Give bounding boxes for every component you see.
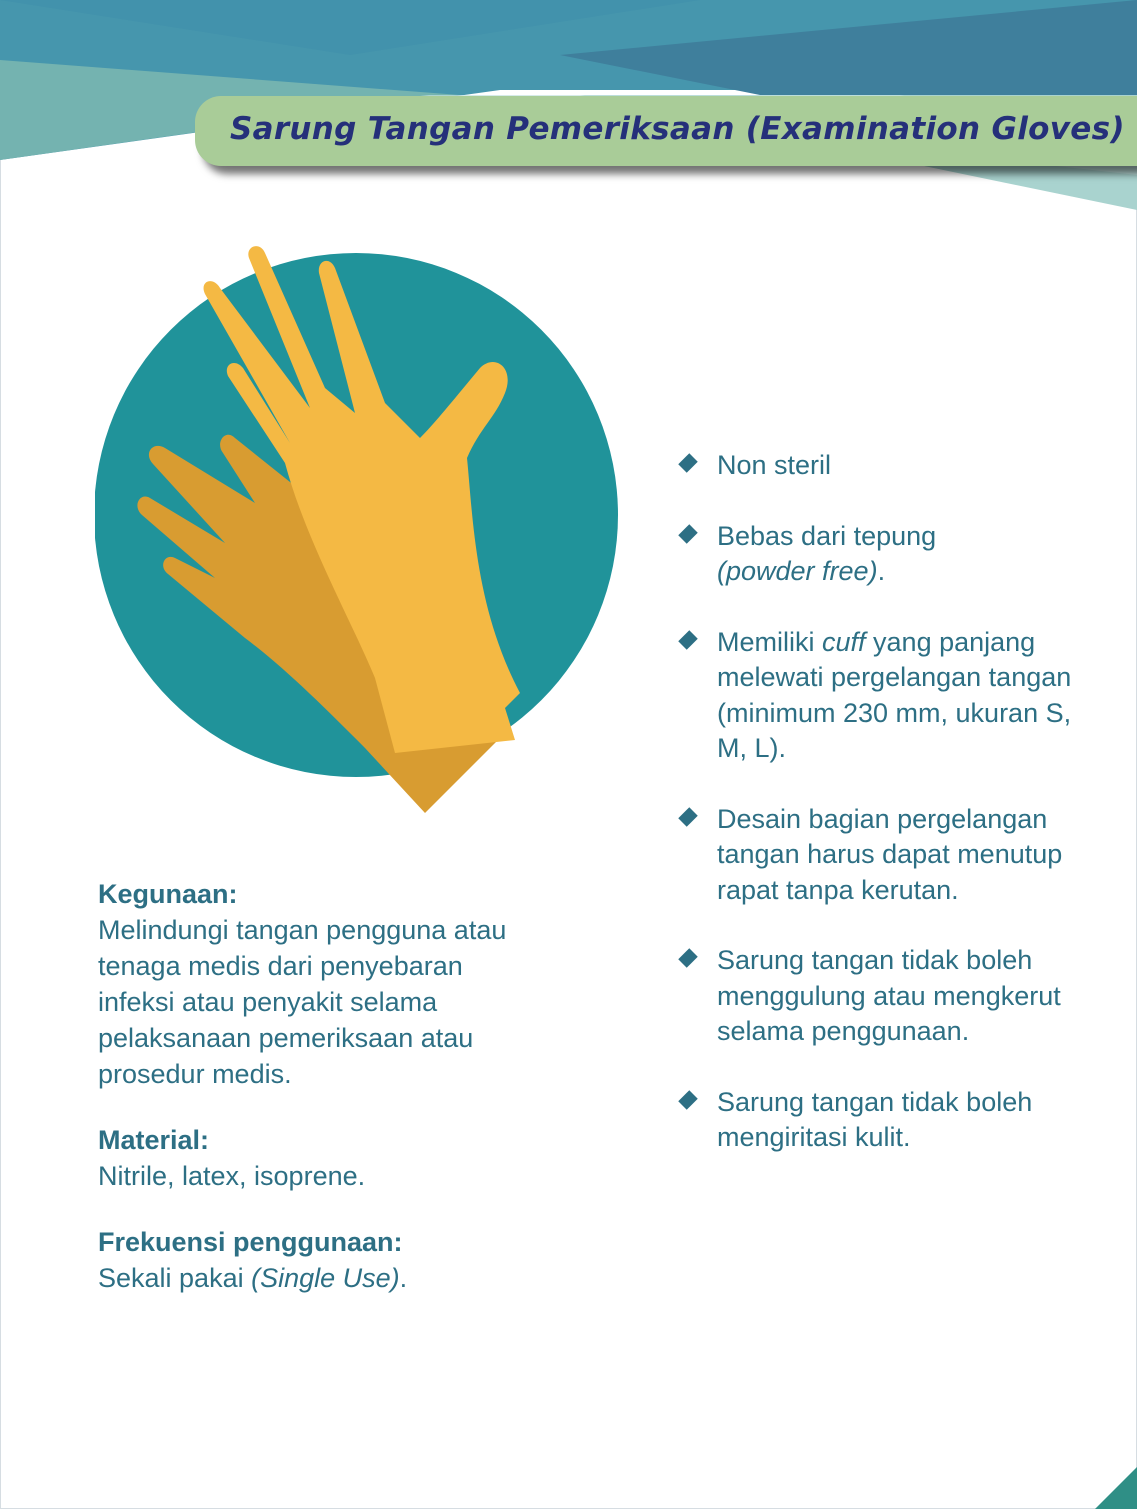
diamond-bullet-icon — [678, 948, 698, 968]
corner-decoration — [1087, 1459, 1137, 1509]
diamond-bullet-icon — [678, 524, 698, 544]
material-label: Material: — [98, 1125, 210, 1155]
feature-item — [676, 519, 1076, 590]
frekuensi-text — [98, 1260, 528, 1296]
feature-text-part: yang panjang melewati pergelangan tangan (minimum 230 mm, ukuran S, M, L). — [717, 626, 1072, 763]
gloves-illustration — [95, 238, 625, 813]
feature-item — [676, 802, 1076, 909]
frekuensi-text-suffix: . — [399, 1263, 408, 1293]
feature-item — [676, 625, 1076, 767]
details-section — [98, 876, 528, 1326]
frekuensi-label: Frekuensi penggunaan: — [98, 1227, 403, 1257]
diamond-bullet-icon — [678, 1090, 698, 1110]
diamond-bullet-icon — [678, 630, 698, 650]
feature-text: Sarung tangan tidak boleh menggulung atau mengkerut selama penggunaan. — [717, 945, 1061, 1046]
feature-text: Desain bagian pergelangan tangan harus dapat menutup rapat tanpa kerutan. — [717, 803, 1063, 905]
feature-text: Sarung tangan tidak boleh mengiritasi kulit. — [717, 1086, 1033, 1152]
diamond-bullet-icon — [678, 807, 698, 827]
page-title: Sarung Tangan Pemeriksaan (Examination Gloves) — [230, 111, 1125, 147]
frekuensi-text-italic: (Single Use) — [251, 1263, 400, 1293]
feature-text-part: Memiliki — [717, 626, 822, 657]
title-bar — [195, 96, 1137, 166]
kegunaan-text: Melindungi tangan pengguna atau tenaga medis dari penyebaran infeksi atau penyakit selama pelaksanaan pemeriksaan atau prosedur medis. — [98, 915, 507, 1089]
material-block — [98, 1122, 528, 1194]
feature-item — [676, 943, 1076, 1050]
feature-text — [717, 625, 1076, 767]
feature-item — [676, 1085, 1076, 1156]
kegunaan-block — [98, 876, 528, 1092]
feature-text-italic: cuff — [822, 626, 866, 657]
feature-text-part: . — [877, 556, 886, 586]
features-list — [676, 448, 1076, 1191]
diamond-bullet-icon — [678, 453, 698, 473]
feature-text — [717, 519, 1076, 590]
feature-text-part: Bebas dari tepung — [717, 520, 937, 551]
frekuensi-block — [98, 1224, 528, 1296]
frekuensi-text-prefix: Sekali pakai — [98, 1263, 252, 1293]
kegunaan-label: Kegunaan: — [98, 879, 238, 909]
material-text: Nitrile, latex, isoprene. — [98, 1161, 366, 1191]
feature-text-italic: (powder free) — [717, 556, 878, 586]
feature-text: Non steril — [717, 450, 832, 480]
feature-item — [676, 448, 1076, 484]
